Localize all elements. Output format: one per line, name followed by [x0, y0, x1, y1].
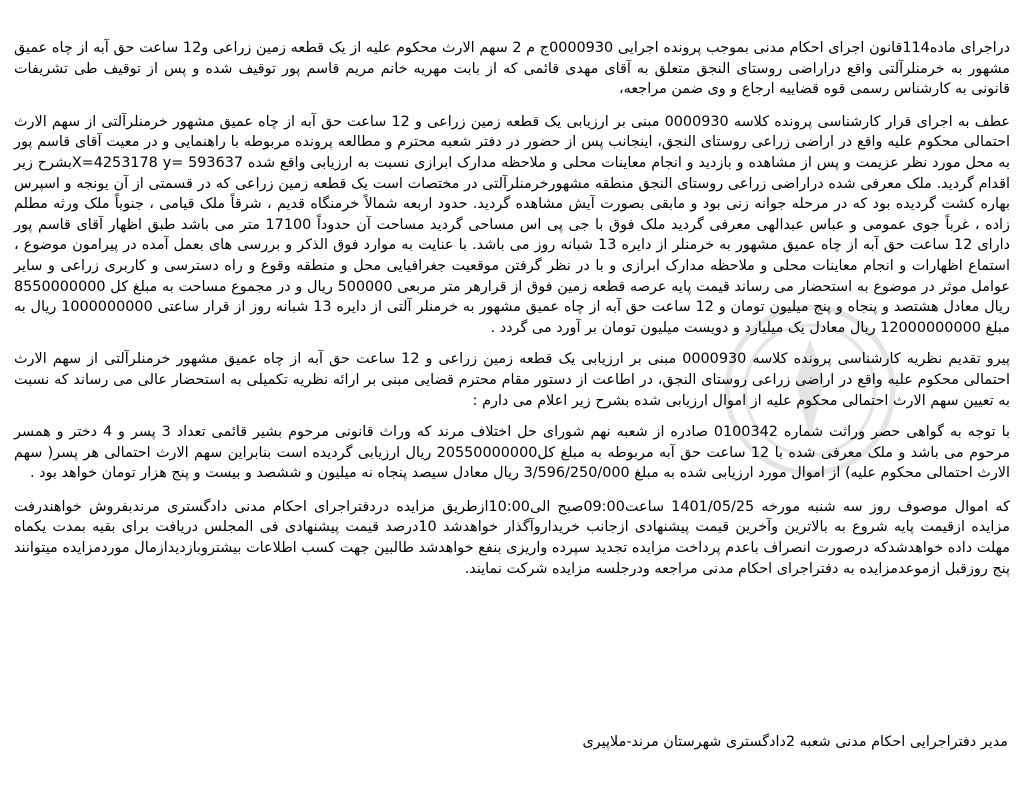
- paragraph-supplementary-opinion: پیرو تقدیم نظریه کارشناسی پرونده کلاسه 0000930 مبنی بر ارزیابی یک قطعه زمین زراعی و 12 ساعت حق آبه از چاه عمیق مشهور خرمنلرآلتی از سهم الارث احتمالی محکوم علیه واقع در اراضی زراعی روستای النجق، در اطاعت از دستور مقام محترم قضایی مبنی بر ارائه نظریه تکمیلی به استحضار عالی می رساند که نسبت به تعیین سهم الارث احتمالی محکوم علیه از اموال ارزیابی شده بشرح زیر اعلام می دارم :: [14, 351, 1010, 409]
- signature-line: مدیر دفتراجرایی احکام مدنی شعبه 2دادگستری شهرستان مرند-ملاپیری: [582, 734, 1008, 750]
- paragraph-auction-terms: که اموال موصوف روز سه شنبه مورخه 1401/05/25 ساعت09:00صبح الی10:00ازطریق مزایده دردفتراجرای احکام مدنی دادگستری مرندبفروش خواهندرفت مزایده ازقیمت پایه شروع به بالاترین وآخرین قیمت پیشنهادی ازجانب خریداروآگذار خواهدشد 10درصد قیمت پیشنهادی فی المجلس دریافت برای بقیه بمدت یکماه مهلت داده خواهدشدکه درصورت انصراف باعدم پرداخت مزایده تجدید سپرده واریزی بنفع خواهدشد طالبین جهت کسب اطلاعات بیشتروبازدیدازمال موردمزایده میتوانند پنج روزقبل ازموعدمزایده به دفتراجرای احکام مدنی مراجعه ودرجلسه مزایده شرکت نمایند.: [14, 498, 1011, 577]
- paragraph-inheritance-share: با توجه به گواهی حصر وراثت شماره 0100342 صادره از شعبه نهم شورای حل اختلاف مرند که وراث قانونی مرحوم بشیر قائمی تعداد 3 پسر و 4 دختر و همسر مرحوم می باشد و ملک معرفی شده با 12 ساعت حق آبه مربوطه به مبلغ کل20550000000 ریال ارزیابی گردیده است بنابراین سهم الارث احتمالی هر پسر( سهم الارث احتمالی محکوم علیه) از اموال مورد ارزیابی شده به مبلغ 3/596/250/000 ریال معادل سیصد پنجاه نه میلیون و ششصد و بیست و پنج هزار تومان خواهد بود .: [14, 424, 1011, 482]
- paragraph-expert-report: عطف به اجرای قرار کارشناسی پرونده کلاسه 0000930 مبنی بر ارزیابی یک قطعه زمین زراعی و 12 ساعت حق آبه از چاه عمیق مشهور خرمنلرآلتی از سهم الارث احتمالی محکوم علیه واقع در اراضی زراعی روستای النجق، اینجانب پس از حضور در دفتر شعبه محترم و مطالعه پرونده مربوطه با راهنمایی و در معیت آقای قاسم پور به محل مورد نظر عزیمت و پس از مشاهده و بازدید و انجام معاینات محلی و ملاحظه مدارک ابرازی نسبت به ارزیابی واقع شده X=4253178 y= 593637بشرح زیر اقدام گردید. ملک معرفی شده دراراضی زراعی روستای النجق منطقه مشهورخرمنلرآلتی در مختصات است یک قطعه زمین زراعی که در قسمتی از آن یونجه و اسپرس بهاره کشت گردیده بود که در مرحله جوانه زنی بود و مابقی بصورت آیش مشاهده گردید. حدود اربعه شمالاً خرمنگاه قدیم ، شرقاً ملک قیامی ، جنوباً ملک ورثه مطلم زاده ، غرباً جوی عمومی و عباس عبدالهی معرفی گردید ملک فوق با جی پی اس مساحی گردید مساحت آن حدوداً 17100 متر می باشد طبق اظهار آقای قاسم پور دارای 12 ساعت حق آبه از چاه عمیق مشهور به خرمنلر از دایره 13 شبانه روز می باشد. با عنایت به موارد فوق الذکر و بررسی های بعمل آمده در پیرامون موضوع ، استماع اظهارات و انجام معاینات محلی و ملاحظه مدارک ابرازی و با در نظر گرفتن موقعیت جغرافیایی محل و منطقه وقوع و راه دسترسی و کاربری زراعی و سایر عوامل موثر در موضوع به استحضار می رساند قیمت پایه عرصه قطعه زمین فوق از قرارهر متر مربعی 500000 ریال و در مجموع مساحت به مبلغ کل 8550000000 ریال معادل هشتصد و پنجاه و پنج میلیون تومان و 12 ساعت حق آبه از چاه عمیق مشهور به خرمنلر آلتی از دایره 13 شبانه روز از قرار ساعتی 1000000000 ریال به مبلغ 12000000000 ریال معادل یک میلیارد و دویست میلیون تومان بر آورد می گردد .: [14, 113, 1011, 336]
- announcement-body: [14, 38, 1010, 589]
- paragraph-intro: دراجرای ماده114قانون اجرای احکام مدنی بموجب پرونده اجرایی 0000930ج م 2 سهم الارث محکوم علیه از یک قطعه زمین زراعی و12 ساعت حق آبه از چاه عمیق مشهور به خرمنلرآلتی واقع دراراضی روستای النجق متعلق به آقای مهدی قائمی که از بابت مهریه خانم مریم قاسم پور توقیف شده و پس از توقیف طی تشریفات قانونی به کارشناس رسمی قوه قضاییه ارجاع و وی ضمن مراجعه،: [14, 40, 1010, 98]
